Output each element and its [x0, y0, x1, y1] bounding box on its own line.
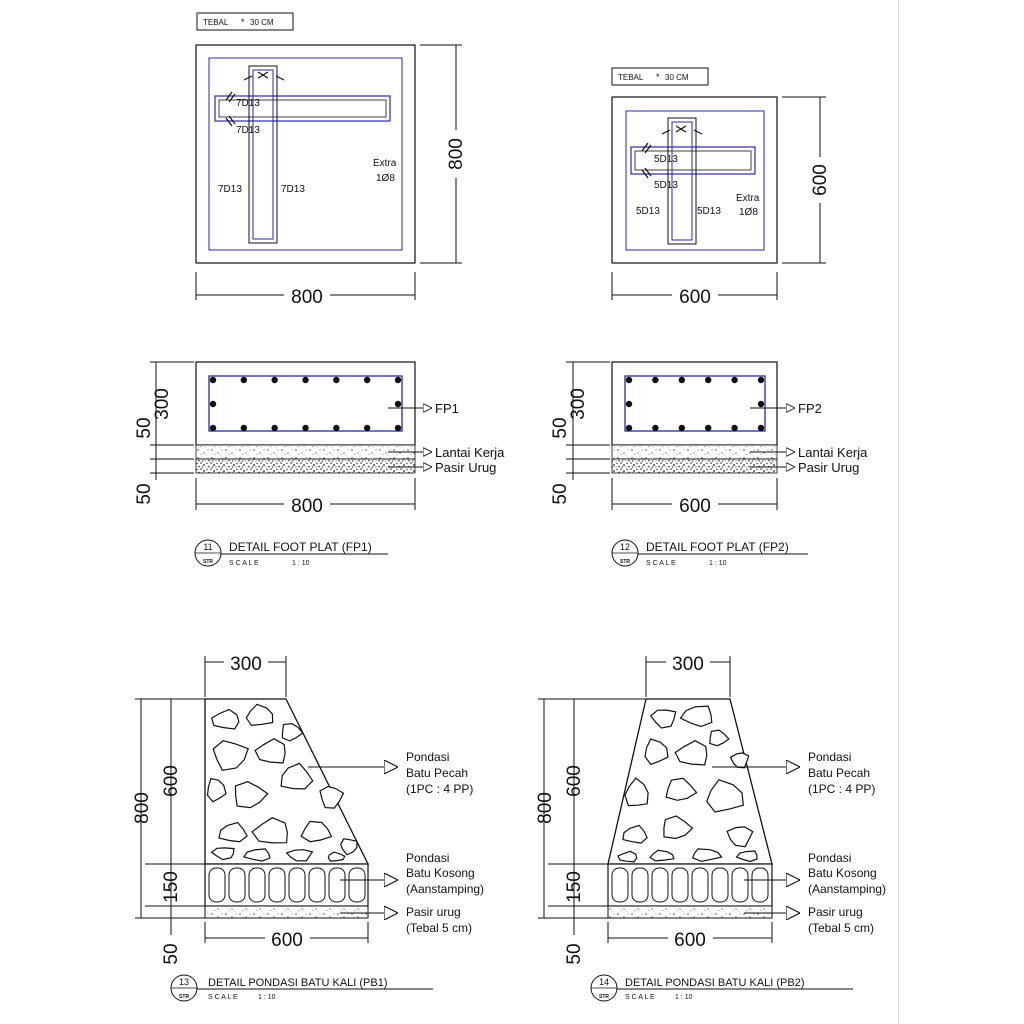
- detail-number: 13: [178, 977, 190, 987]
- pasir-urug-zone: [608, 906, 772, 918]
- tebal-label: TEBAL: [618, 73, 644, 82]
- rebar-dot: [395, 377, 401, 383]
- title-block-14: [591, 975, 853, 1001]
- dim-height: 800: [446, 138, 467, 170]
- rebar-dot: [395, 401, 401, 407]
- rebar-dot: [626, 401, 632, 407]
- dim-height: 600: [810, 164, 831, 196]
- dim-top: 300: [672, 654, 704, 675]
- rebar-dot: [705, 377, 711, 383]
- bar-arrows: [244, 72, 284, 80]
- stone-block: [289, 868, 305, 902]
- rebar-dot: [210, 377, 216, 383]
- stone-block: [349, 868, 365, 902]
- label-batu-pecah: Pondasi Batu Pecah (1PC : 4 PP): [406, 750, 474, 796]
- rebar-dot: [210, 425, 216, 431]
- dim-pasir: 50: [550, 483, 571, 505]
- rebar-dots: [626, 377, 764, 431]
- stone-block: [652, 868, 668, 902]
- scale-value: 1 : 10: [675, 994, 693, 1001]
- stone-block: [249, 868, 265, 902]
- dim-upper: 600: [161, 765, 182, 797]
- label-lantai: Lantai Kerja: [798, 445, 868, 460]
- rebar-dot: [302, 425, 308, 431]
- stone-block: [209, 868, 225, 902]
- rebar-dot: [758, 425, 764, 431]
- tebal-value: 30 CM: [250, 18, 274, 27]
- dim-plate: 300: [568, 388, 589, 420]
- stone-block: [712, 868, 728, 902]
- title-block-13: [171, 975, 433, 1001]
- rebar-dot: [626, 425, 632, 431]
- stone-block: [752, 868, 768, 902]
- bar-label-bottom: 7D13: [236, 125, 260, 136]
- dim-base: 600: [271, 930, 303, 951]
- stone-block: [229, 868, 245, 902]
- rebar-dot: [364, 425, 370, 431]
- dim-total: 800: [535, 792, 556, 824]
- bar-label-bottom: 5D13: [654, 180, 678, 191]
- bar-label-top: 7D13: [236, 98, 260, 109]
- dim-width: 600: [679, 287, 711, 308]
- detail-number: 14: [598, 977, 610, 987]
- dim-width: 800: [291, 496, 323, 517]
- rebar-dot: [395, 425, 401, 431]
- dim-lantai: 50: [550, 417, 571, 439]
- rebar-band-horizontal-inner: [635, 151, 751, 170]
- detail-number: 11: [203, 542, 213, 552]
- dim-width: 600: [679, 496, 711, 517]
- tebal-value: 30 CM: [665, 73, 689, 82]
- rebar-mesh-outline: [209, 58, 402, 250]
- bar-label-right: 5D13: [697, 206, 721, 217]
- tebal-star: *: [656, 72, 660, 82]
- rebar-dots: [210, 377, 401, 431]
- stone-block: [329, 868, 345, 902]
- rebar-dot: [271, 425, 277, 431]
- tebal-label: TEBAL: [203, 18, 229, 27]
- extra-label: Extra: [736, 193, 760, 204]
- rebar-dot: [679, 377, 685, 383]
- rebar-dot: [652, 425, 658, 431]
- stone-block: [672, 868, 688, 902]
- footing-outline: [196, 45, 415, 263]
- bar-label-left: 5D13: [636, 206, 660, 217]
- rebar-band-vertical-inner: [253, 70, 273, 239]
- rebar-dot: [705, 425, 711, 431]
- rebar-dot: [731, 377, 737, 383]
- section-fp2: [550, 362, 868, 517]
- label-fp: FP1: [435, 401, 459, 416]
- bar-label-right: 7D13: [281, 184, 305, 195]
- pondasi-pb1: [132, 654, 484, 965]
- rebar-dot: [364, 377, 370, 383]
- sheet-code: STR: [620, 559, 630, 565]
- scale-label: S C A L E: [229, 560, 259, 567]
- scale-label: S C A L E: [208, 994, 238, 1001]
- rebar-cage: [625, 376, 765, 431]
- label-lantai: Lantai Kerja: [435, 445, 505, 460]
- scale-value: 1 : 10: [709, 560, 727, 567]
- pondasi-pb2: [535, 654, 886, 965]
- rebar-dot: [758, 377, 764, 383]
- stone-block: [692, 868, 708, 902]
- stone-block: [269, 868, 285, 902]
- dim-lantai: 50: [134, 417, 155, 439]
- rebar-dot: [758, 401, 764, 407]
- label-pasir: Pasir Urug: [435, 460, 497, 475]
- pasir-urug-zone: [205, 906, 368, 918]
- scale-value: 1 : 10: [258, 994, 276, 1001]
- extra-bar-label: 1Ø8: [376, 173, 395, 184]
- dim-bottom: 50: [161, 943, 182, 965]
- stone-block: [612, 868, 628, 902]
- dim-top: 300: [230, 654, 262, 675]
- dim-total: 800: [132, 792, 153, 824]
- rebar-dot: [241, 377, 247, 383]
- rebar-dot: [333, 377, 339, 383]
- dim-lower: 150: [161, 871, 182, 903]
- sheet-code: STR: [179, 994, 189, 1000]
- rebar-dot: [271, 377, 277, 383]
- plate-outline: [196, 362, 415, 445]
- label-pasir: Pasir Urug: [798, 460, 860, 475]
- plate-outline: [612, 362, 777, 445]
- rebar-dot: [302, 377, 308, 383]
- dim-lower: 150: [564, 871, 585, 903]
- dim-upper: 600: [564, 765, 585, 797]
- detail-title: DETAIL FOOT PLAT (FP2): [646, 540, 789, 554]
- rebar-dot: [652, 377, 658, 383]
- detail-title: DETAIL PONDASI BATU KALI (PB1): [208, 977, 388, 989]
- bar-label-top: 5D13: [654, 154, 678, 165]
- rebar-mesh-outline: [626, 111, 764, 250]
- plan-fp1: [196, 13, 467, 308]
- scale-label: S C A L E: [646, 560, 676, 567]
- dim-plate: 300: [152, 388, 173, 420]
- detail-number: 12: [619, 542, 631, 552]
- section-fp1: [134, 362, 505, 517]
- dim-pasir: 50: [134, 483, 155, 505]
- scale-label: S C A L E: [625, 994, 655, 1001]
- stone-block: [632, 868, 648, 902]
- label-pasir-urug: Pasir urug (Tebal 5 cm): [406, 905, 473, 935]
- stone-block: [309, 868, 325, 902]
- label-pasir-urug: Pasir urug (Tebal 5 cm): [808, 905, 875, 935]
- extra-bar-label: 1Ø8: [739, 207, 758, 218]
- detail-title: DETAIL FOOT PLAT (FP1): [229, 540, 372, 554]
- sheet-code: STR: [599, 994, 609, 1000]
- rebar-dot: [731, 425, 737, 431]
- extra-label: Extra: [373, 158, 397, 169]
- scale-value: 1 : 10: [292, 560, 310, 567]
- title-block-11: [195, 540, 388, 567]
- rebar-dot: [333, 425, 339, 431]
- detail-title: DETAIL PONDASI BATU KALI (PB2): [625, 977, 805, 989]
- plan-fp2: [612, 68, 831, 308]
- dim-base: 600: [674, 930, 706, 951]
- stone-block: [732, 868, 748, 902]
- label-batu-pecah: Pondasi Batu Pecah (1PC : 4 PP): [808, 750, 876, 796]
- dim-bottom: 50: [564, 943, 585, 965]
- label-batu-kosong: Pondasi Batu Kosong (Aanstamping): [406, 851, 485, 896]
- tebal-star: *: [241, 17, 245, 27]
- pasir-urug-layer: [196, 459, 415, 473]
- bar-label-left: 7D13: [218, 184, 242, 195]
- rebar-dot: [241, 425, 247, 431]
- rebar-dot: [210, 401, 216, 407]
- dim-width: 800: [291, 287, 323, 308]
- sheet-code: STR: [203, 559, 213, 565]
- rebar-dot: [626, 377, 632, 383]
- lantai-kerja-layer: [196, 445, 415, 459]
- label-batu-kosong: Pondasi Batu Kosong (Aanstamping): [808, 851, 887, 896]
- bar-ticks: [642, 143, 651, 178]
- label-fp: FP2: [798, 401, 822, 416]
- title-block-12: [612, 540, 808, 567]
- footing-outline: [612, 97, 777, 263]
- rebar-dot: [679, 425, 685, 431]
- pasir-urug-layer: [612, 459, 777, 473]
- rebar-cage: [209, 376, 402, 431]
